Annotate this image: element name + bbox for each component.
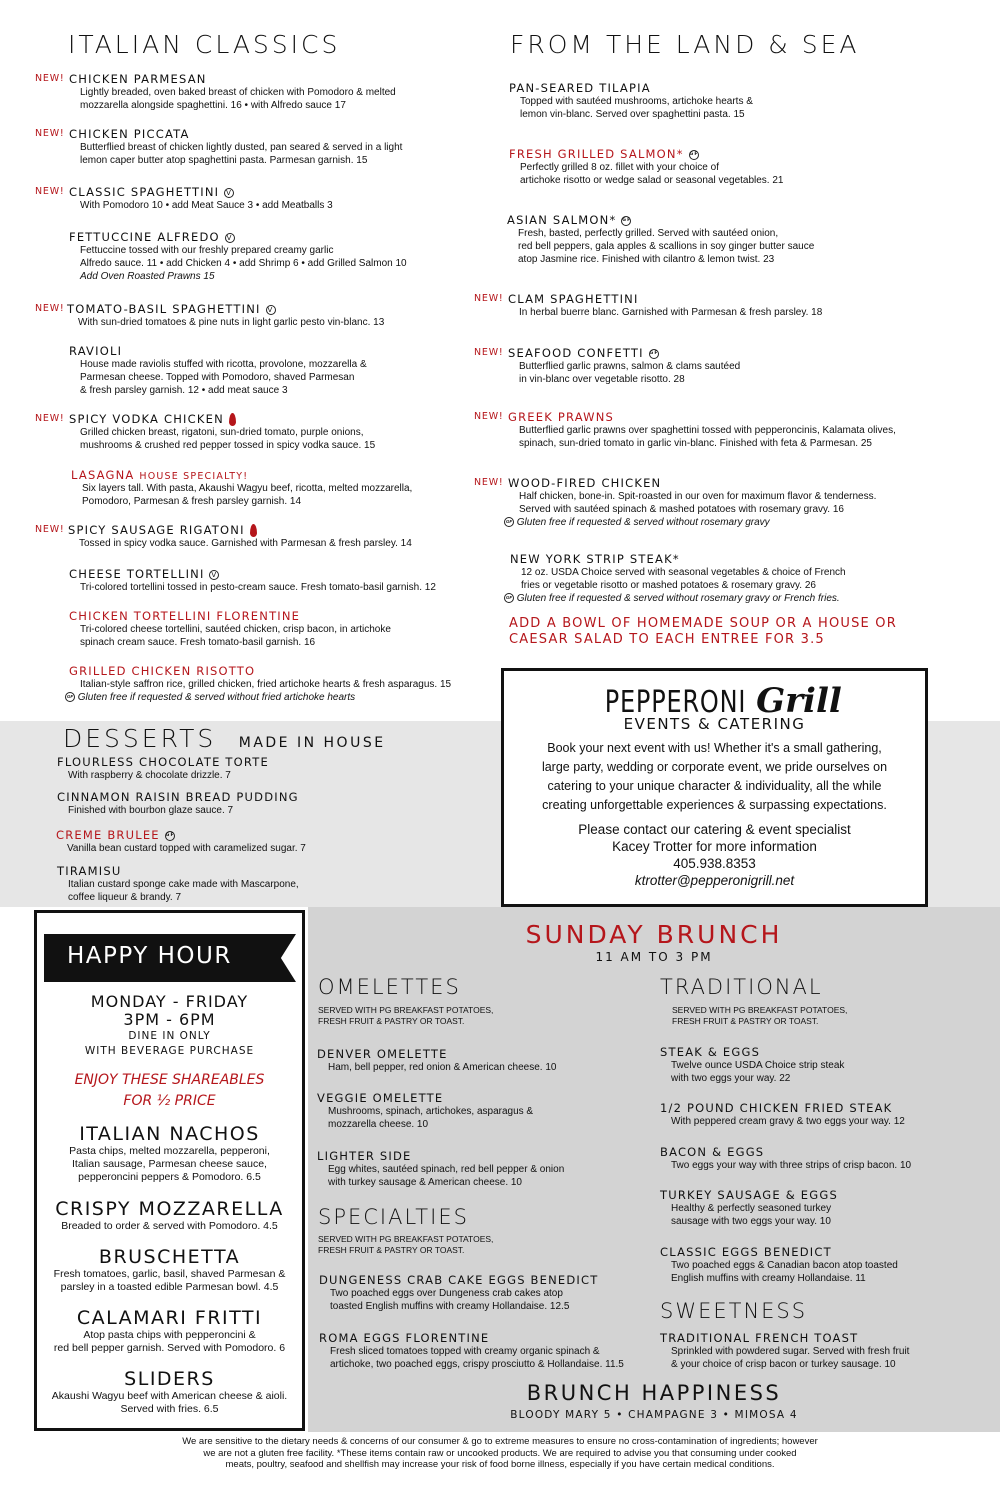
item-desc: Tri-colored tortellini tossed in pesto-cream sauce. Fresh tomato-basil garnish. 12	[80, 582, 436, 593]
new-badge: NEW!	[474, 347, 504, 358]
item-desc: Lightly breaded, oven baked breast of chicken with Pomodoro & melted	[80, 87, 396, 98]
vegetarian-icon: V	[226, 233, 233, 242]
item-name: CHICKEN PARMESAN	[69, 72, 207, 86]
menu-item-spicy-sausage-rigatoni	[35, 523, 412, 550]
happy-hour-promo	[37, 1070, 302, 1112]
item-desc: with two eggs your way. 22	[671, 1073, 791, 1084]
item-desc: Perfectly grilled 8 oz. fillet with your choice of	[520, 162, 719, 173]
menu-item-pan-seared-tilapia	[509, 81, 753, 121]
item-note: Gluten free if requested & served without fried artichoke hearts	[77, 692, 356, 703]
note-line: FRESH FRUIT & PASTRY OR TOAST.	[672, 1016, 819, 1026]
item-name: NEW YORK STRIP STEAK*	[510, 552, 680, 566]
item-name: CLAM SPAGHETTINI	[508, 292, 639, 306]
item-desc: Breaded to order & served with Pomodoro. 4.5	[61, 1220, 278, 1232]
item-note: Gluten free if requested & served without rosemary gravy or French fries.	[516, 593, 840, 604]
allergen-disclaimer	[0, 1436, 1000, 1471]
brunch-item-denver-omelette	[317, 1047, 556, 1074]
item-desc: coffee liqueur & brandy. 7	[68, 892, 182, 903]
note-line: SERVED WITH PG BREAKFAST POTATOES,	[318, 1005, 494, 1015]
happy-hour-days: MONDAY - FRIDAY	[90, 992, 249, 1011]
item-desc: lemon caper butter atop spaghettini pasta. Parmesan garnish. 15	[80, 155, 368, 166]
item-desc: With sun-dried tomatoes & pine nuts in light garlic pesto vin-blanc. 13	[78, 317, 385, 328]
item-desc: parsley in a toasted edible Parmesan bowl. 4.5	[60, 1281, 279, 1293]
item-desc: Six layers tall. With pasta, Akaushi Wagyu beef, ricotta, melted mozzarella,	[82, 483, 413, 494]
item-name: CHEESE TORTELLINI	[69, 567, 205, 581]
gluten-free-icon: GF	[621, 216, 631, 226]
item-desc: Two poached eggs & Canadian bacon atop toasted	[671, 1260, 898, 1271]
body-line: catering to your unique character & individuality, all the while	[547, 779, 882, 793]
happy-item-calamari-fritti	[37, 1307, 302, 1355]
item-name: GRILLED CHICKEN RISOTTO	[69, 664, 256, 678]
item-name: SEAFOOD CONFETTI	[508, 346, 644, 360]
item-name: LASAGNA	[71, 468, 135, 482]
note-line: SERVED WITH PG BREAKFAST POTATOES,	[318, 1234, 494, 1244]
item-desc: Alfredo sauce. 11 • add Chicken 4 • add Shrimp 6 • add Grilled Salmon 10	[80, 258, 407, 269]
desserts-subtitle: MADE IN HOUSE	[238, 735, 386, 751]
addon-line: ADD A BOWL OF HOMEMADE SOUP OR A HOUSE OR	[509, 616, 897, 631]
menu-item-seafood-confetti	[474, 346, 741, 386]
soup-salad-addon	[509, 616, 897, 648]
logo-script: Grill	[756, 681, 842, 721]
menu-item-spicy-vodka-chicken	[35, 412, 376, 452]
happy-item-crispy-mozzarella	[37, 1198, 302, 1233]
item-desc: toasted English muffins with creamy Hollandaise. 12.5	[330, 1301, 570, 1312]
item-desc: Akaushi Wagyu beef with American cheese & aioli.	[51, 1390, 288, 1402]
item-desc: Fresh tomatoes, garlic, basil, shaved Parmesan &	[53, 1268, 286, 1280]
vegetarian-icon: V	[211, 570, 218, 579]
house-specialty-tag: HOUSE SPECIALTY!	[139, 471, 249, 482]
item-name: SPICY VODKA CHICKEN	[69, 412, 224, 426]
item-name: DUNGENESS CRAB CAKE EGGS BENEDICT	[319, 1273, 599, 1287]
brunch-item-classic-benedict	[660, 1245, 898, 1285]
item-desc: Mushrooms, spinach, artichokes, asparagus &	[328, 1106, 534, 1117]
item-desc: Twelve ounce USDA Choice strip steak	[671, 1060, 845, 1071]
new-badge: NEW!	[35, 186, 65, 197]
gluten-free-icon: GF	[504, 593, 514, 603]
item-name: CLASSIC EGGS BENEDICT	[660, 1245, 832, 1259]
traditional-title: TRADITIONAL	[660, 975, 823, 999]
happy-item-sliders	[37, 1368, 302, 1416]
omelettes-note	[318, 1005, 493, 1027]
item-desc: Two poached eggs over Dungeness crab cakes atop	[330, 1288, 563, 1299]
item-desc: in vin-blanc over vegetable risotto. 28	[519, 374, 685, 385]
menu-item-cheese-tortellini	[69, 567, 436, 594]
sweetness-title: SWEETNESS	[660, 1299, 808, 1323]
item-desc: artichoke, two poached eggs, crispy prosciutto & Hollandaise. 11.5	[330, 1359, 624, 1370]
item-desc: Fresh, basted, perfectly grilled. Served with sautéed onion,	[518, 228, 779, 239]
italian-classics-title: ITALIAN CLASSICS	[68, 30, 341, 59]
note-line: FRESH FRUIT & PASTRY OR TOAST.	[318, 1245, 465, 1255]
menu-item-classic-spaghettini	[35, 185, 333, 212]
item-name: SLIDERS	[124, 1368, 215, 1390]
item-desc: Butterflied garlic prawns, salmon & clams sautéed	[519, 361, 741, 372]
item-desc: Two eggs your way with three strips of crisp bacon. 10	[671, 1160, 912, 1171]
menu-item-fettuccine-alfredo	[69, 230, 407, 283]
menu-item-tomato-basil-spaghettini	[35, 302, 385, 329]
new-badge: NEW!	[474, 411, 504, 422]
item-name: 1/2 POUND CHICKEN FRIED STEAK	[660, 1101, 893, 1115]
item-desc: Tossed in spicy vodka sauce. Garnished with Parmesan & fresh parsley. 14	[79, 538, 412, 549]
item-name: BACON & EGGS	[660, 1145, 765, 1159]
dessert-bread-pudding	[57, 790, 299, 817]
promo-line: ENJOY THESE SHAREABLES	[74, 1072, 265, 1088]
promo-line: FOR ½ PRICE	[123, 1093, 216, 1109]
item-desc: English muffins with creamy Hollandaise. 11	[671, 1273, 866, 1284]
item-name: TIRAMISU	[57, 864, 122, 878]
item-name: ASIAN SALMON*	[507, 213, 617, 227]
new-badge: NEW!	[35, 128, 65, 139]
item-desc: Tri-colored cheese tortellini, sautéed chicken, crisp bacon, in artichoke	[80, 624, 391, 635]
sunday-brunch-title: SUNDAY BRUNCH	[525, 920, 783, 949]
brunch-item-bacon-eggs	[660, 1145, 911, 1172]
item-note: Gluten free if requested & served without rosemary gravy	[516, 517, 770, 528]
brunch-item-roma-eggs-florentine	[319, 1331, 624, 1371]
vegetarian-icon: V	[226, 188, 233, 197]
happy-hour-box	[34, 910, 305, 1431]
item-name: CREME BRULEE	[56, 828, 160, 842]
item-desc: Vanilla bean custard topped with caramelized sugar. 7	[67, 843, 306, 854]
gluten-free-icon: GF	[649, 349, 659, 359]
spicy-flame-icon	[229, 413, 236, 426]
menu-item-chicken-parmesan	[35, 72, 396, 112]
brunch-item-turkey-sausage-eggs	[660, 1188, 838, 1228]
item-name: STEAK & EGGS	[660, 1045, 761, 1059]
item-desc: Topped with sautéed mushrooms, artichoke hearts &	[520, 96, 753, 107]
item-name: ROMA EGGS FLORENTINE	[319, 1331, 490, 1345]
brunch-item-chicken-fried-steak	[660, 1101, 905, 1128]
item-desc: With raspberry & chocolate drizzle. 7	[68, 770, 231, 781]
item-desc: House made raviolis stuffed with ricotta, provolone, mozzarella &	[80, 359, 367, 370]
item-desc: Served with fries. 6.5	[120, 1403, 219, 1415]
item-name: CRISPY MOZZARELLA	[55, 1198, 284, 1220]
menu-item-chicken-piccata	[35, 127, 403, 167]
item-name: DENVER OMELETTE	[317, 1047, 448, 1061]
catering-box	[501, 668, 928, 907]
item-desc: & fresh parsley garnish. 12 • add meat sauce 3	[80, 385, 288, 396]
menu-item-clam-spaghettini	[474, 292, 823, 319]
happy-item-italian-nachos	[37, 1123, 302, 1184]
gluten-free-icon: GF	[165, 831, 175, 841]
disclaimer-line: we are not a gluten free facility. *These items contain raw or uncooked products. We are required to advise you that consuming under cooked	[203, 1447, 797, 1459]
dessert-tiramisu	[57, 864, 299, 904]
item-desc: In herbal buerre blanc. Garnished with Parmesan & fresh parsley. 18	[519, 307, 823, 318]
item-desc: lemon vin-blanc. Served over spaghettini pasta. 15	[520, 109, 745, 120]
item-desc: Grilled chicken breast, rigatoni, sun-dried tomato, purple onions,	[80, 427, 364, 438]
note-line: SERVED WITH PG BREAKFAST POTATOES,	[672, 1005, 848, 1015]
item-name: TRADITIONAL FRENCH TOAST	[660, 1331, 859, 1345]
item-desc: pepperoncini peppers & Pomodoro. 6.5	[78, 1171, 261, 1183]
item-desc: & your choice of crisp bacon or turkey sausage. 10	[671, 1359, 896, 1370]
body-line: Book your next event with us! Whether it's a small gathering,	[547, 741, 882, 755]
item-name: WOOD-FIRED CHICKEN	[508, 476, 662, 490]
item-name: SPICY SAUSAGE RIGATONI	[68, 523, 245, 537]
vegetarian-icon: V	[267, 305, 274, 314]
item-desc: 12 oz. USDA Choice served with seasonal vegetables & choice of French	[521, 567, 846, 578]
item-desc: Butterflied garlic prawns over spaghettini tossed with pepperoncinis, Kalamata olives,	[519, 425, 896, 436]
dessert-creme-brulee	[56, 828, 306, 855]
item-name: ITALIAN NACHOS	[79, 1123, 260, 1145]
menu-item-asian-salmon	[507, 213, 814, 266]
item-desc: With peppered cream gravy & two eggs your way. 12	[671, 1116, 905, 1127]
disclaimer-line: We are sensitive to the dietary needs & concerns of our consumer & go to extreme measures to ensure no cross-contamination of ingredients; however	[182, 1436, 818, 1447]
menu-item-fresh-grilled-salmon	[509, 147, 784, 187]
menu-item-greek-prawns	[474, 410, 896, 450]
new-badge: NEW!	[474, 293, 504, 304]
item-name: BRUSCHETTA	[98, 1246, 241, 1268]
brunch-happiness-title: BRUNCH HAPPINESS	[526, 1381, 782, 1405]
brunch-drinks: BLOODY MARY 5 • CHAMPAGNE 3 • MIMOSA 4	[510, 1409, 798, 1421]
item-desc: artichoke risotto or wedge salad or seasonal vegetables. 21	[520, 175, 784, 186]
item-desc: Half chicken, bone-in. Spit-roasted in our oven for maximum flavor & tenderness.	[519, 491, 877, 502]
item-desc: Served with sautéed spinach & mashed potatoes with rosemary gravy. 16	[519, 504, 844, 515]
dessert-flourless-torte	[57, 755, 269, 782]
item-desc: atop Jasmine rice. Finished with cilantro & lemon twist. 23	[518, 254, 775, 265]
gluten-free-icon: GF	[504, 517, 514, 527]
menu-item-wood-fired-chicken	[474, 476, 877, 529]
item-name: GREEK PRAWNS	[508, 410, 615, 424]
contact-line: Kacey Trotter for more information	[612, 839, 817, 854]
item-desc: red bell peppers, gala apples & scallions in soy ginger butter sauce	[518, 241, 815, 252]
item-desc: sausage with two eggs your way. 10	[671, 1216, 831, 1227]
spicy-flame-icon	[250, 524, 257, 537]
item-desc: With Pomodoro 10 • add Meat Sauce 3 • add Meatballs 3	[80, 200, 333, 211]
item-desc: Fettuccine tossed with our freshly prepared creamy garlic	[80, 245, 334, 256]
happy-hour-hours: 3PM - 6PM	[123, 1010, 216, 1029]
happy-item-bruschetta	[37, 1246, 302, 1294]
item-name: TOMATO-BASIL SPAGHETTINI	[67, 302, 261, 316]
item-desc: Italian sausage, Parmesan cheese sauce,	[72, 1158, 267, 1170]
body-line: creating unforgettable experiences & surpassing expectations.	[542, 798, 887, 812]
item-name: TURKEY SAUSAGE & EGGS	[660, 1188, 838, 1202]
item-desc: Italian custard sponge cake made with Mascarpone,	[68, 879, 299, 890]
item-desc: Sprinkled with powdered sugar. Served with fresh fruit	[671, 1346, 910, 1357]
item-desc: mozzarella cheese. 10	[328, 1119, 429, 1130]
traditional-note	[672, 1005, 847, 1027]
menu-item-new-york-strip-steak	[505, 552, 846, 605]
catering-body	[504, 739, 925, 815]
new-badge: NEW!	[474, 477, 504, 488]
contact-phone[interactable]: 405.938.8353	[673, 856, 756, 871]
happy-hour-condition: DINE IN ONLY	[128, 1030, 211, 1042]
gluten-free-icon: GF	[689, 150, 699, 160]
new-badge: NEW!	[35, 413, 65, 424]
item-desc: fries or vegetable risotto or mashed potatoes & rosemary gravy. 26	[521, 580, 816, 591]
logo-text: PEPPERONI	[604, 685, 747, 720]
happy-hour-condition: WITH BEVERAGE PURCHASE	[84, 1045, 255, 1057]
item-desc: Butterflied breast of chicken lightly dusted, pan seared & served in a light	[80, 142, 403, 153]
item-desc: Atop pasta chips with pepperoncini &	[83, 1329, 256, 1341]
item-desc: spinach cream sauce. Fresh tomato-basil garnish. 16	[80, 637, 316, 648]
item-name: PAN-SEARED TILAPIA	[509, 81, 651, 95]
item-desc: mozzarella alongside spaghettini. 16 • with Alfredo sauce 17	[80, 100, 346, 111]
brunch-item-lighter-side	[317, 1149, 564, 1189]
addon-line: CAESAR SALAD TO EACH ENTREE FOR 3.5	[509, 632, 825, 647]
desserts-title: DESSERTS	[63, 724, 217, 753]
gluten-free-icon: GF	[65, 692, 75, 702]
item-name: FRESH GRILLED SALMON*	[509, 147, 684, 161]
note-line: FRESH FRUIT & PASTRY OR TOAST.	[318, 1016, 465, 1026]
omelettes-title: OMELETTES	[318, 975, 461, 999]
body-line: large party, wedding or corporate event, we pride ourselves on	[541, 760, 888, 774]
item-desc: red bell pepper garnish. Served with Pomodoro. 6	[53, 1342, 286, 1354]
new-badge: NEW!	[35, 524, 65, 535]
disclaimer-line: meats, poultry, seafood and shellfish may increase your risk of food borne illness, especially if you have certain medical conditions.	[225, 1459, 775, 1470]
new-badge: NEW!	[35, 73, 65, 84]
happy-hour-title: HAPPY HOUR	[67, 943, 232, 969]
item-name: CHICKEN PICCATA	[69, 127, 190, 141]
contact-line: Please contact our catering & event specialist	[578, 822, 851, 837]
item-desc: with turkey sausage & American cheese. 10	[328, 1177, 522, 1188]
catering-contact	[504, 821, 925, 889]
contact-email[interactable]: ktrotter@pepperonigrill.net	[634, 873, 795, 888]
item-note: Add Oven Roasted Prawns 15	[80, 271, 215, 282]
item-desc: spinach, sun-dried tomato in garlic vin-blanc. Finished with feta & Parmesan. 25	[519, 438, 872, 449]
item-name: LIGHTER SIDE	[317, 1149, 412, 1163]
specialties-note	[318, 1234, 493, 1256]
item-desc: Pasta chips, melted mozzarella, pepperoni,	[69, 1145, 270, 1157]
item-desc: Finished with bourbon glaze sauce. 7	[68, 805, 234, 816]
item-name: CHICKEN TORTELLINI FLORENTINE	[69, 609, 301, 623]
menu-item-ravioli	[69, 344, 367, 397]
item-desc: Egg whites, sautéed spinach, red bell pepper & onion	[328, 1164, 565, 1175]
item-desc: Healthy & perfectly seasoned turkey	[671, 1203, 832, 1214]
brunch-item-french-toast	[660, 1331, 909, 1371]
brunch-item-veggie-omelette	[317, 1091, 533, 1131]
item-desc: Italian-style saffron rice, grilled chicken, fried artichoke hearts & fresh asparagus. 15	[80, 679, 452, 690]
menu-item-grilled-chicken-risotto	[66, 664, 452, 704]
item-name: RAVIOLI	[69, 344, 123, 358]
item-name: FETTUCCINE ALFREDO	[69, 230, 220, 244]
item-desc: Fresh sliced tomatoes topped with creamy organic spinach &	[330, 1346, 600, 1357]
brunch-item-steak-eggs	[660, 1045, 844, 1085]
item-name: VEGGIE OMELETTE	[317, 1091, 444, 1105]
catering-subtitle: EVENTS & CATERING	[623, 715, 806, 733]
happy-hour-schedule	[37, 993, 302, 1059]
menu-item-lasagna	[71, 468, 412, 508]
desserts-heading	[63, 724, 386, 753]
sunday-brunch-hours: 11 AM TO 3 PM	[595, 950, 713, 964]
item-name: CINNAMON RAISIN BREAD PUDDING	[57, 790, 299, 804]
menu-item-chicken-tortellini-florentine	[69, 609, 391, 649]
item-name: CALAMARI FRITTI	[76, 1307, 263, 1329]
item-desc: Pomodoro, Parmesan & fresh parsley garnish. 14	[82, 496, 301, 507]
item-desc: mushrooms & crushed red pepper tossed in spicy vodka sauce. 15	[80, 440, 376, 451]
item-desc: Ham, bell pepper, red onion & American cheese. 10	[328, 1062, 557, 1073]
land-sea-title: FROM THE LAND & SEA	[510, 30, 860, 59]
new-badge: NEW!	[35, 303, 65, 314]
item-name: FLOURLESS CHOCOLATE TORTE	[57, 755, 269, 769]
item-name: CLASSIC SPAGHETTINI	[69, 185, 220, 199]
item-desc: Parmesan cheese. Topped with Pomodoro, shaved Parmesan	[80, 372, 355, 383]
brunch-item-crab-cake-benedict	[319, 1273, 598, 1313]
specialties-title: SPECIALTIES	[318, 1205, 469, 1229]
